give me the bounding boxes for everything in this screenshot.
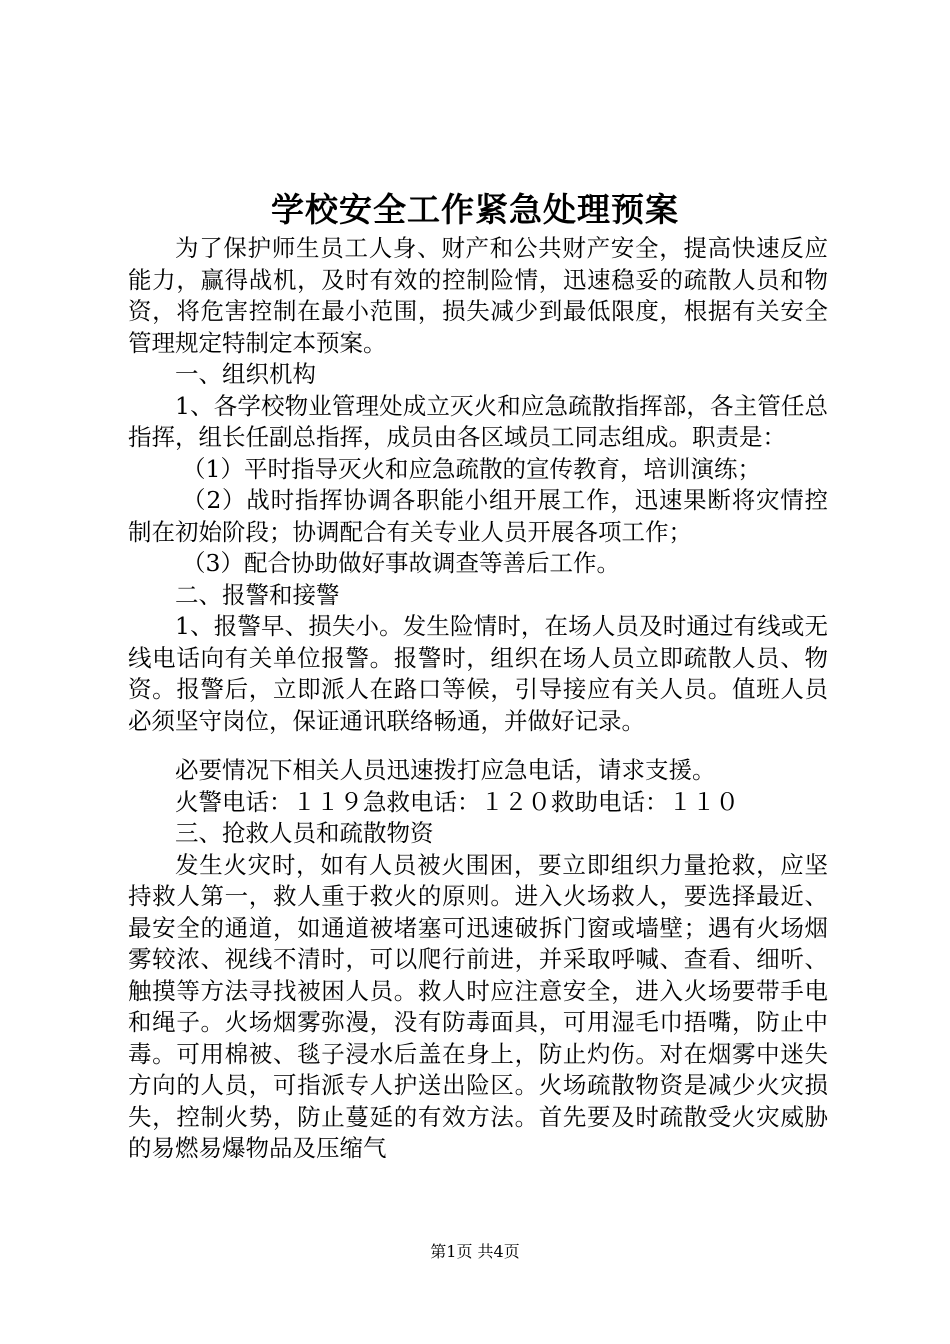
list-item-duty-2: （2）战时指挥协调各职能小组开展工作，迅速果断将灾情控制在初始阶段；协调配合有关专业人员开展各项工作； [128,486,828,546]
section-heading-organization: 一、组织机构 [175,360,316,388]
paragraph-emergency-call: 必要情况下相关人员迅速拨打应急电话，请求支援。 [175,756,716,784]
paragraph-intro: 为了保护师生员工人身、财产和公共财产安全，提高快速反应能力，赢得战机，及时有效的控制险情，迅速稳妥的疏散人员和物资，将危害控制在最小范围，损失减少到最低限度，根据有关安全管理规定特制定本预案。 [128,234,828,357]
page-footer: 第1页 共4页 [430,1242,520,1261]
paragraph-alarm: 1、报警早、损失小。发生险情时，在场人员及时通过有线或无线电话向有关单位报警。报警时，组织在场人员立即疏散人员、物资。报警后，立即派人在路口等候，引导接应有关人员。值班人员必须坚守岗位，保证通讯联络畅通，并做好记录。 [128,612,828,735]
list-item-duty-3: （3）配合协助做好事故调查等善后工作。 [182,549,620,577]
section-heading-rescue: 三、抢救人员和疏散物资 [175,819,434,847]
document-body [128,233,828,1165]
paragraph-rescue: 发生火灾时，如有人员被火围困，要立即组织力量抢救，应坚持救人第一，救人重于救火的原则。进入火场救人，要选择最近、最安全的通道，如通道被堵塞可迅速破拆门窗或墙壁；遇有火场烟雾较浓、视线不清时，可以爬行前进，并采取呼喊、查看、细听、触摸等方法寻找被困人员。救人时应注意安全，进入火场要带手电和绳子。火场烟雾弥漫，没有防毒面具，可用湿毛巾捂嘴，防止中毒。可用棉被、毯子浸水后盖在身上，防止灼伤。对在烟雾中迷失方向的人员，可指派专人护送出险区。火场疏散物资是减少火灾损失，控制火势，防止蔓延的有效方法。首先要及时疏散受火灾威胁的易燃易爆物品及压缩气 [128,850,828,1162]
section-heading-alarm: 二、报警和接警 [175,580,340,609]
paragraph-organization-duties: 1、各学校物业管理处成立灭火和应急疏散指挥部，各主管任总指挥，组长任副总指挥，成员由各区域员工同志组成。职责是： [128,391,828,451]
list-item-duty-1: （1）平时指导灭火和应急疏散的宣传教育，培训演练； [182,454,761,483]
paragraph-phone-numbers: 火警电话：１１９急救电话：１２０救助电话：１１０ [175,787,739,816]
document-title: 学校安全工作紧急处理预案 [271,190,679,229]
